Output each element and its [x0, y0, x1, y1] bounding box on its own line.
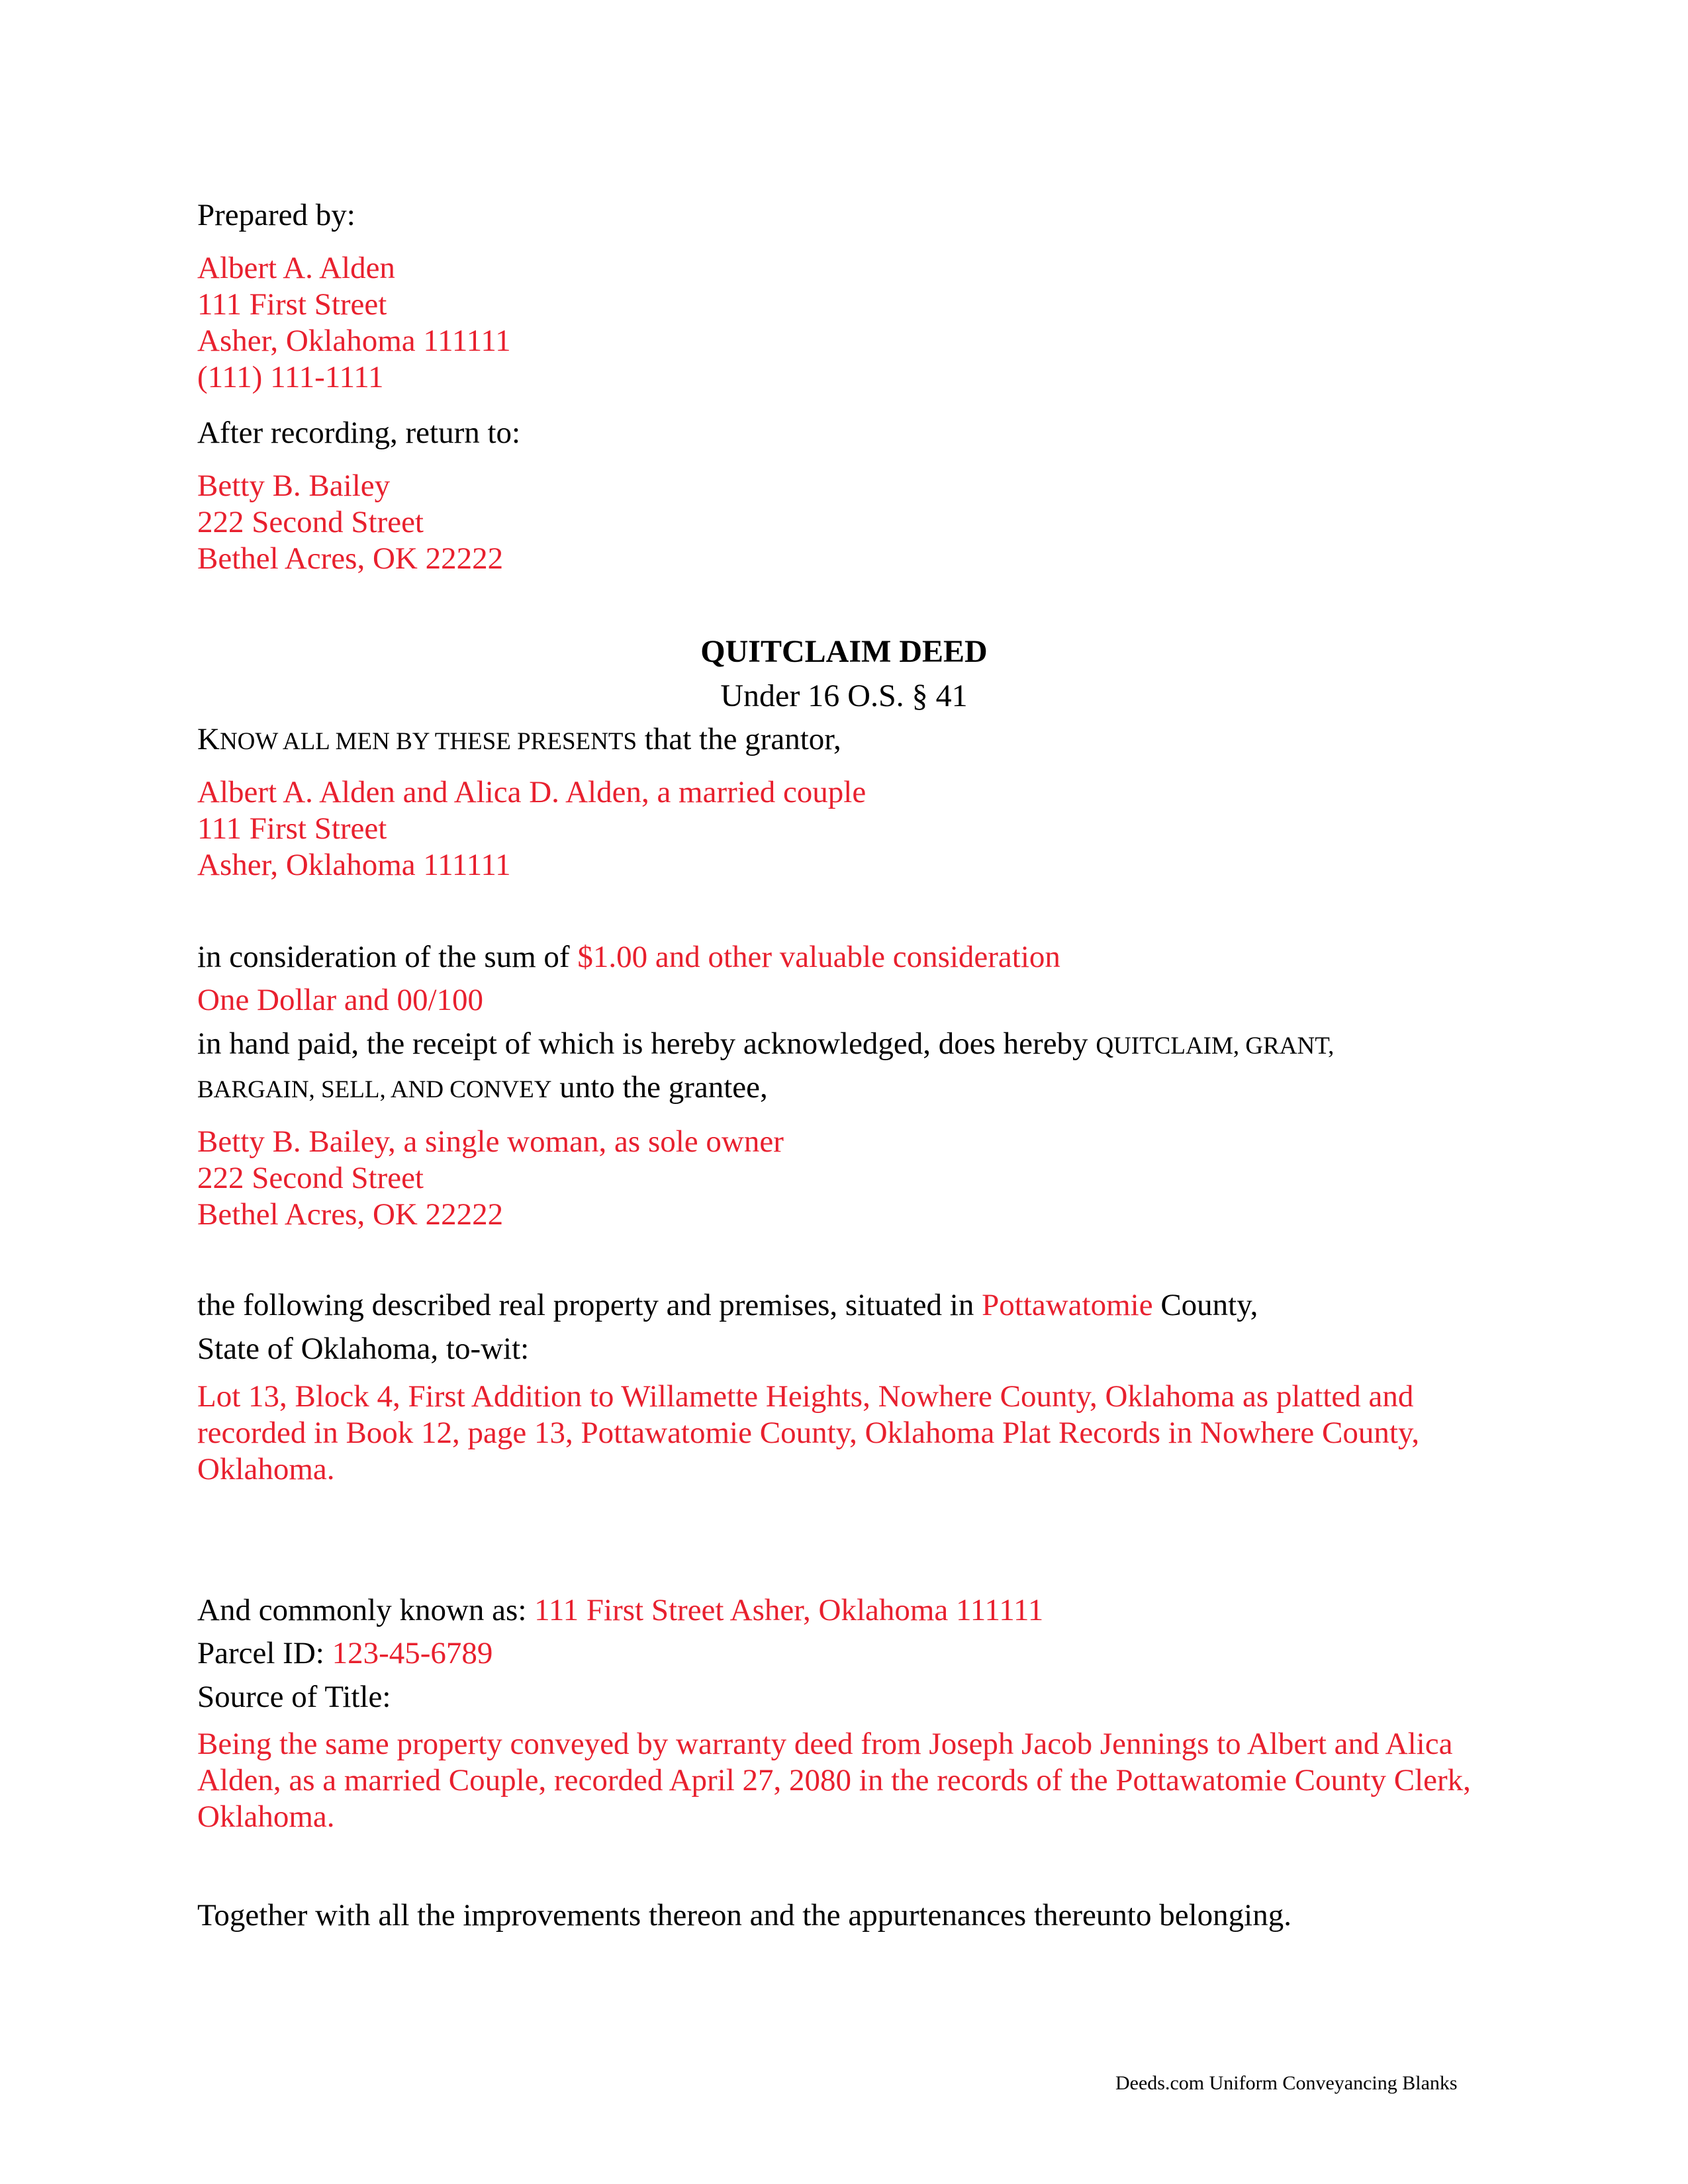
consideration-line	[197, 939, 1060, 976]
known-as-value: 111 First Street Asher, Oklahoma 111111	[534, 1593, 1044, 1627]
parcel-value: 123-45-6789	[332, 1636, 493, 1670]
conveyance-text: in hand paid, the receipt of which is hereby acknowledged, does hereby	[197, 1026, 1096, 1061]
return-to-name: Betty B. Bailey	[197, 469, 391, 503]
preparer-street: 111 First Street	[197, 287, 387, 322]
grantor-street: 111 First Street	[197, 811, 387, 846]
together-clause: Together with all the improvements thereon and the appurtenances thereunto belonging.	[197, 1898, 1291, 1933]
return-to-city: Bethel Acres, OK 22222	[197, 541, 504, 576]
parcel-line	[197, 1635, 492, 1672]
preparer-city: Asher, Oklahoma 111111	[197, 324, 511, 358]
preparer-block	[197, 250, 511, 396]
return-to-label: After recording, return to:	[197, 416, 521, 450]
source-of-title-label: Source of Title:	[197, 1680, 391, 1714]
grantor-name: Albert A. Alden and Alica D. Alden, a married couple	[197, 775, 867, 809]
intro-small-caps: NOW ALL MEN BY THESE PRESENTS	[219, 728, 637, 755]
preparer-phone: (111) 111-1111	[197, 360, 384, 394]
legal-description: Lot 13, Block 4, First Addition to Willamette Heights, Nowhere County, Oklahoma as platted and recorded in Book 12, page 13, Pottawatomie County, Oklahoma Plat Records in Nowhere County, Oklahoma.	[197, 1379, 1420, 1486]
return-to-street: 222 Second Street	[197, 505, 424, 539]
deed-title: QUITCLAIM DEED	[700, 634, 988, 669]
source-of-title-value: Being the same property conveyed by warranty deed from Joseph Jacob Jennings to Albert and Alica Alden, as a married Couple, recorded April 27, 2080 in the records of the Pottawatomie County Clerk, Oklahoma.	[197, 1727, 1471, 1834]
grantor-block	[197, 774, 866, 884]
grantor-city: Asher, Oklahoma 111111	[197, 848, 511, 882]
conveyance-line-1	[197, 1026, 1334, 1064]
conveyance-caps-2: BARGAIN, SELL, AND CONVEY	[197, 1076, 552, 1103]
parcel-label: Parcel ID:	[197, 1636, 332, 1670]
footer-brand: Deeds.com Uniform Conveyancing Blanks	[1115, 2072, 1458, 2094]
consideration-words: One Dollar and 00/100	[197, 983, 484, 1017]
grantee-block	[197, 1124, 784, 1233]
property-county: Pottawatomie	[982, 1288, 1153, 1322]
intro-initial: K	[197, 722, 220, 756]
property-lead: the following described real property and premises, situated in	[197, 1288, 982, 1322]
conveyance-line-2	[197, 1069, 768, 1108]
grantee-street: 222 Second Street	[197, 1161, 424, 1195]
known-as-line	[197, 1592, 1043, 1629]
grantee-city: Bethel Acres, OK 22222	[197, 1197, 504, 1232]
return-to-block	[197, 468, 503, 577]
conveyance-caps-1: QUITCLAIM, GRANT,	[1096, 1032, 1335, 1060]
grantee-name: Betty B. Bailey, a single woman, as sole owner	[197, 1124, 784, 1159]
preparer-name: Albert A. Alden	[197, 251, 395, 285]
property-state-line: State of Oklahoma, to-wit:	[197, 1332, 530, 1366]
deed-subtitle: Under 16 O.S. § 41	[720, 678, 968, 713]
intro-line	[197, 721, 841, 760]
property-line	[197, 1287, 1258, 1324]
consideration-lead: in consideration of the sum of	[197, 940, 578, 974]
property-county-suffix: County,	[1152, 1288, 1258, 1322]
intro-rest: that the grantor,	[637, 722, 841, 756]
conveyance-grantee-text: unto the grantee,	[551, 1070, 768, 1105]
consideration-amount: $1.00 and other valuable consideration	[577, 940, 1060, 974]
prepared-by-label: Prepared by:	[197, 198, 355, 232]
known-as-label: And commonly known as:	[197, 1593, 535, 1627]
